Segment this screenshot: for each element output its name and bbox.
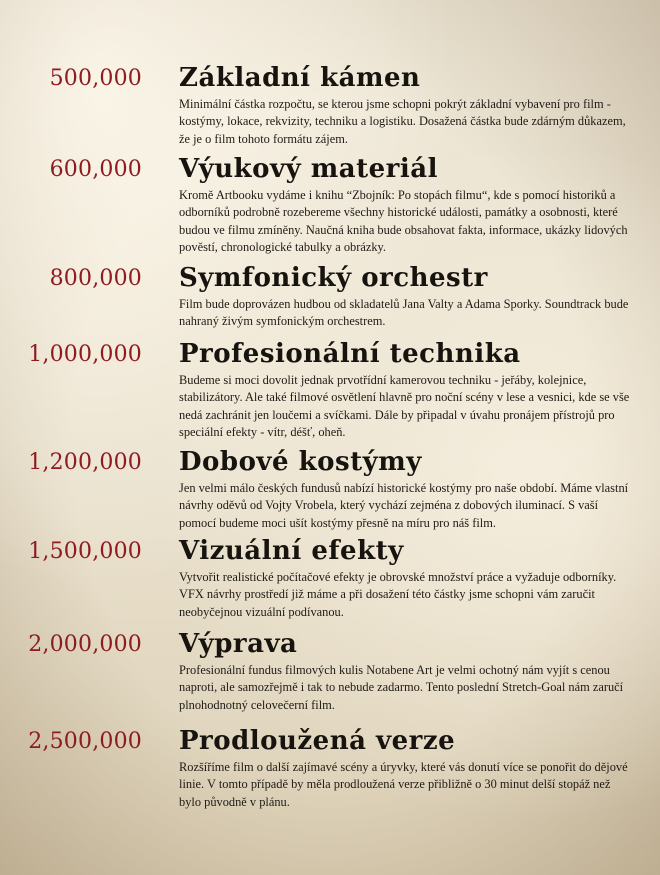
goal-title: Dobové kostýmy [179,447,422,477]
goal-title: Výukový materiál [179,154,438,184]
goal-description: Minimální částka rozpočtu, se kterou jsme schopni pokrýt základní vybavení pro film - kostýmy, lokace, rekvizity, techniku a logistiku. Dosažená částka bude zdárným důkazem, že je o film tohoto formátu zájem. [179,97,626,146]
goal-title: Profesionální technika [179,339,521,369]
goal-amount: 500,000 [49,66,142,91]
goal-description: Budeme si moci dovolit jednak prvotřídní kamerovou techniku - jeřáby, kolejnice, stabilizátory. Ale také filmové osvětlení hlavně pro noční scény v lese a vesnici, kde se vše nedá zachránit jen loučemi a svíčkami. Dále by připadal v úvahu pronájem přístrojů pro speciální efekty - vítr, déšť, oheň. [179,373,630,440]
goal-description: Kromě Artbooku vydáme i knihu “Zbojník: Po stopách filmu“, kde s pomocí historiků a odborníků podrobně rozebereme všechny historické události, památky a osobnosti, které budou ve filmu zmíněny. Naučná kniha bude obsahovat fakta, informace, ukázky lidových pověstí, chronologické tabulky a obrázky. [179,188,628,255]
goal-title: Vizuální efekty [179,536,404,566]
goal-amount: 600,000 [49,157,142,182]
goal-description: Vytvořit realistické počítačové efekty je obrovské množství práce a vyžaduje odborníky. VFX návrhy prostředí již máme a při dosažení této částky jsme schopni vám zaručit neobyčejnou vizuální podívanou. [179,570,617,619]
goal-title: Základní kámen [179,63,421,93]
goal-amount: 800,000 [49,266,142,291]
goal-amount: 2,000,000 [28,632,142,657]
goal-title: Prodloužená verze [179,726,456,756]
goal-description: Profesionální fundus filmových kulis Notabene Art je velmi ochotný nám vyjít s cenou naproti, ale samozřejmě i tak to nebude zadarmo. Tento poslední Stretch-Goal nám zaručí plnohodnotný celovečerní film. [179,663,624,712]
goal-title: Výprava [179,629,298,659]
goal-amount: 1,000,000 [28,342,142,367]
goal-amount: 1,500,000 [28,539,142,564]
goal-description: Jen velmi málo českých fundusů nabízí historické kostýmy pro naše období. Máme vlastní návrhy oděvů od Vojty Vrobela, který vychází zejména z dobových iluminací. S vaší pomocí budeme moci ušít kostýmy přesně na míru pro náš film. [179,481,629,530]
goal-title: Symfonický orchestr [179,263,488,293]
goal-description: Rozšíříme film o další zajímavé scény a úryvky, které vás donutí více se ponořit do dějové linie. V tomto případě by měla prodloužená verze přibližně o 30 minut delší stopáž než bylo původně v plánu. [179,760,628,809]
goal-amount: 2,500,000 [28,729,142,754]
goal-description: Film bude doprovázen hudbou od skladatelů Jana Valty a Adama Sporky. Soundtrack bude nahraný živým symfonickým orchestrem. [179,297,629,329]
goal-amount: 1,200,000 [28,450,142,475]
